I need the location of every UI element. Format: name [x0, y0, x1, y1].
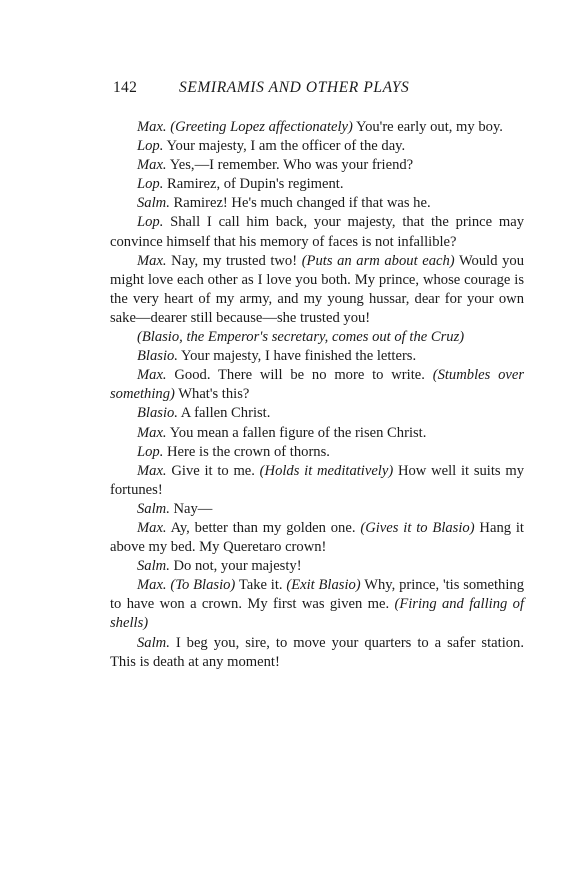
- play-paragraph: [110, 462, 524, 500]
- speaker-name: Salm.: [137, 500, 170, 517]
- dialogue-text: How well it suits my fortunes!: [110, 462, 524, 498]
- play-text: [110, 118, 524, 672]
- play-paragraph: [110, 519, 524, 557]
- dialogue-text: I beg you, sire, to move your quarters to a safer station. This is death at any moment!: [110, 634, 524, 670]
- speaker-name: Salm.: [137, 195, 170, 212]
- dialogue-text: Here is the crown of thorns.: [163, 443, 330, 460]
- speaker-name: Blasio.: [137, 405, 178, 422]
- running-title: SEMIRAMIS AND OTHER PLAYS: [179, 79, 410, 96]
- dialogue-text: Good. There will be no more to write.: [166, 367, 433, 384]
- dialogue-text: Yes,—I remember. Who was your friend?: [166, 157, 414, 174]
- dialogue-text: Shall I call him back, your majesty, that the prince may convince himself that his memory of faces is not infallible?: [110, 214, 524, 250]
- speaker-name: Max.: [137, 577, 167, 594]
- dialogue-text: Ramirez! He's much changed if that was he.: [169, 195, 431, 212]
- dialogue-text: A fallen Christ.: [177, 405, 271, 422]
- stage-direction: (Blasio, the Emperor's secretary, comes out of the Cruz): [137, 329, 465, 346]
- speaker-name: Max.: [137, 424, 167, 441]
- play-paragraph: [110, 424, 524, 443]
- speaker-name: Max.: [137, 367, 167, 384]
- dialogue-text: Ramirez, of Dupin's regiment.: [163, 176, 344, 193]
- dialogue-text: You mean a fallen figure of the risen Christ.: [166, 424, 427, 441]
- stage-direction: (Holds it meditatively): [259, 462, 394, 479]
- page-number: 142: [113, 79, 138, 96]
- play-paragraph: [110, 634, 524, 672]
- dialogue-text: Would you might love each other as I love you both. My prince, whose courage is the very heart of my army, and my young hussar, dear for your own sake—dearer still because—she trusted you!: [110, 252, 524, 326]
- play-paragraph: [110, 156, 524, 175]
- speaker-name: Blasio.: [137, 348, 178, 365]
- stage-direction: (Exit Blasio): [286, 577, 361, 594]
- dialogue-text: What's this?: [174, 386, 250, 403]
- dialogue-text: Why, prince, 'tis something to have won a crown. My first was given me.: [110, 577, 525, 613]
- stage-direction: (Gives it to Blasio): [360, 519, 475, 536]
- speaker-name: Lop.: [137, 138, 164, 155]
- play-paragraph: [110, 557, 524, 576]
- play-paragraph: [110, 366, 524, 404]
- dialogue-text: Ay, better than my golden one.: [166, 519, 361, 536]
- play-paragraph: [110, 213, 524, 251]
- dialogue-text: Nay, my trusted two!: [166, 252, 302, 269]
- speaker-name: Max.: [137, 462, 167, 479]
- play-paragraph: [110, 252, 524, 328]
- speaker-name: Lop.: [137, 214, 164, 231]
- stage-direction: (To Blasio): [170, 577, 236, 594]
- dialogue-text: Nay—: [169, 500, 213, 517]
- play-paragraph: [110, 443, 524, 462]
- speaker-name: Salm.: [137, 558, 170, 575]
- play-paragraph: [110, 404, 524, 423]
- play-paragraph: [110, 576, 524, 633]
- play-paragraph: [110, 118, 524, 137]
- stage-direction: (Puts an arm about each): [301, 252, 455, 269]
- play-paragraph: [110, 500, 524, 519]
- speaker-name: Max.: [137, 252, 167, 269]
- speaker-name: Salm.: [137, 634, 170, 651]
- speaker-name: Max.: [137, 119, 167, 135]
- running-head: [113, 79, 533, 97]
- speaker-name: Lop.: [137, 443, 164, 460]
- stage-direction: (Greeting Lopez affectionately): [170, 119, 353, 135]
- dialogue-text: Your majesty, I am the officer of the day.: [163, 138, 406, 155]
- stage-direction: (Firing and falling of shells): [110, 596, 524, 632]
- play-paragraph: [110, 175, 524, 194]
- dialogue-text: Your majesty, I have finished the letters.: [177, 348, 417, 365]
- speaker-name: Max.: [137, 519, 167, 536]
- play-paragraph: [110, 328, 524, 347]
- dialogue-text: Do not, your majesty!: [169, 558, 302, 575]
- dialogue-text: You're early out, my boy.: [352, 119, 503, 135]
- play-paragraph: [110, 137, 524, 156]
- play-paragraph: [110, 347, 524, 366]
- stage-direction: (Stumbles over something): [110, 367, 525, 403]
- dialogue-text: Hang it above my bed. My Queretaro crown!: [110, 519, 524, 556]
- dialogue-text: Give it to me.: [166, 462, 260, 479]
- speaker-name: Lop.: [137, 176, 164, 193]
- play-paragraph: [110, 194, 524, 213]
- speaker-name: Max.: [137, 157, 167, 174]
- dialogue-text: Take it.: [235, 577, 287, 594]
